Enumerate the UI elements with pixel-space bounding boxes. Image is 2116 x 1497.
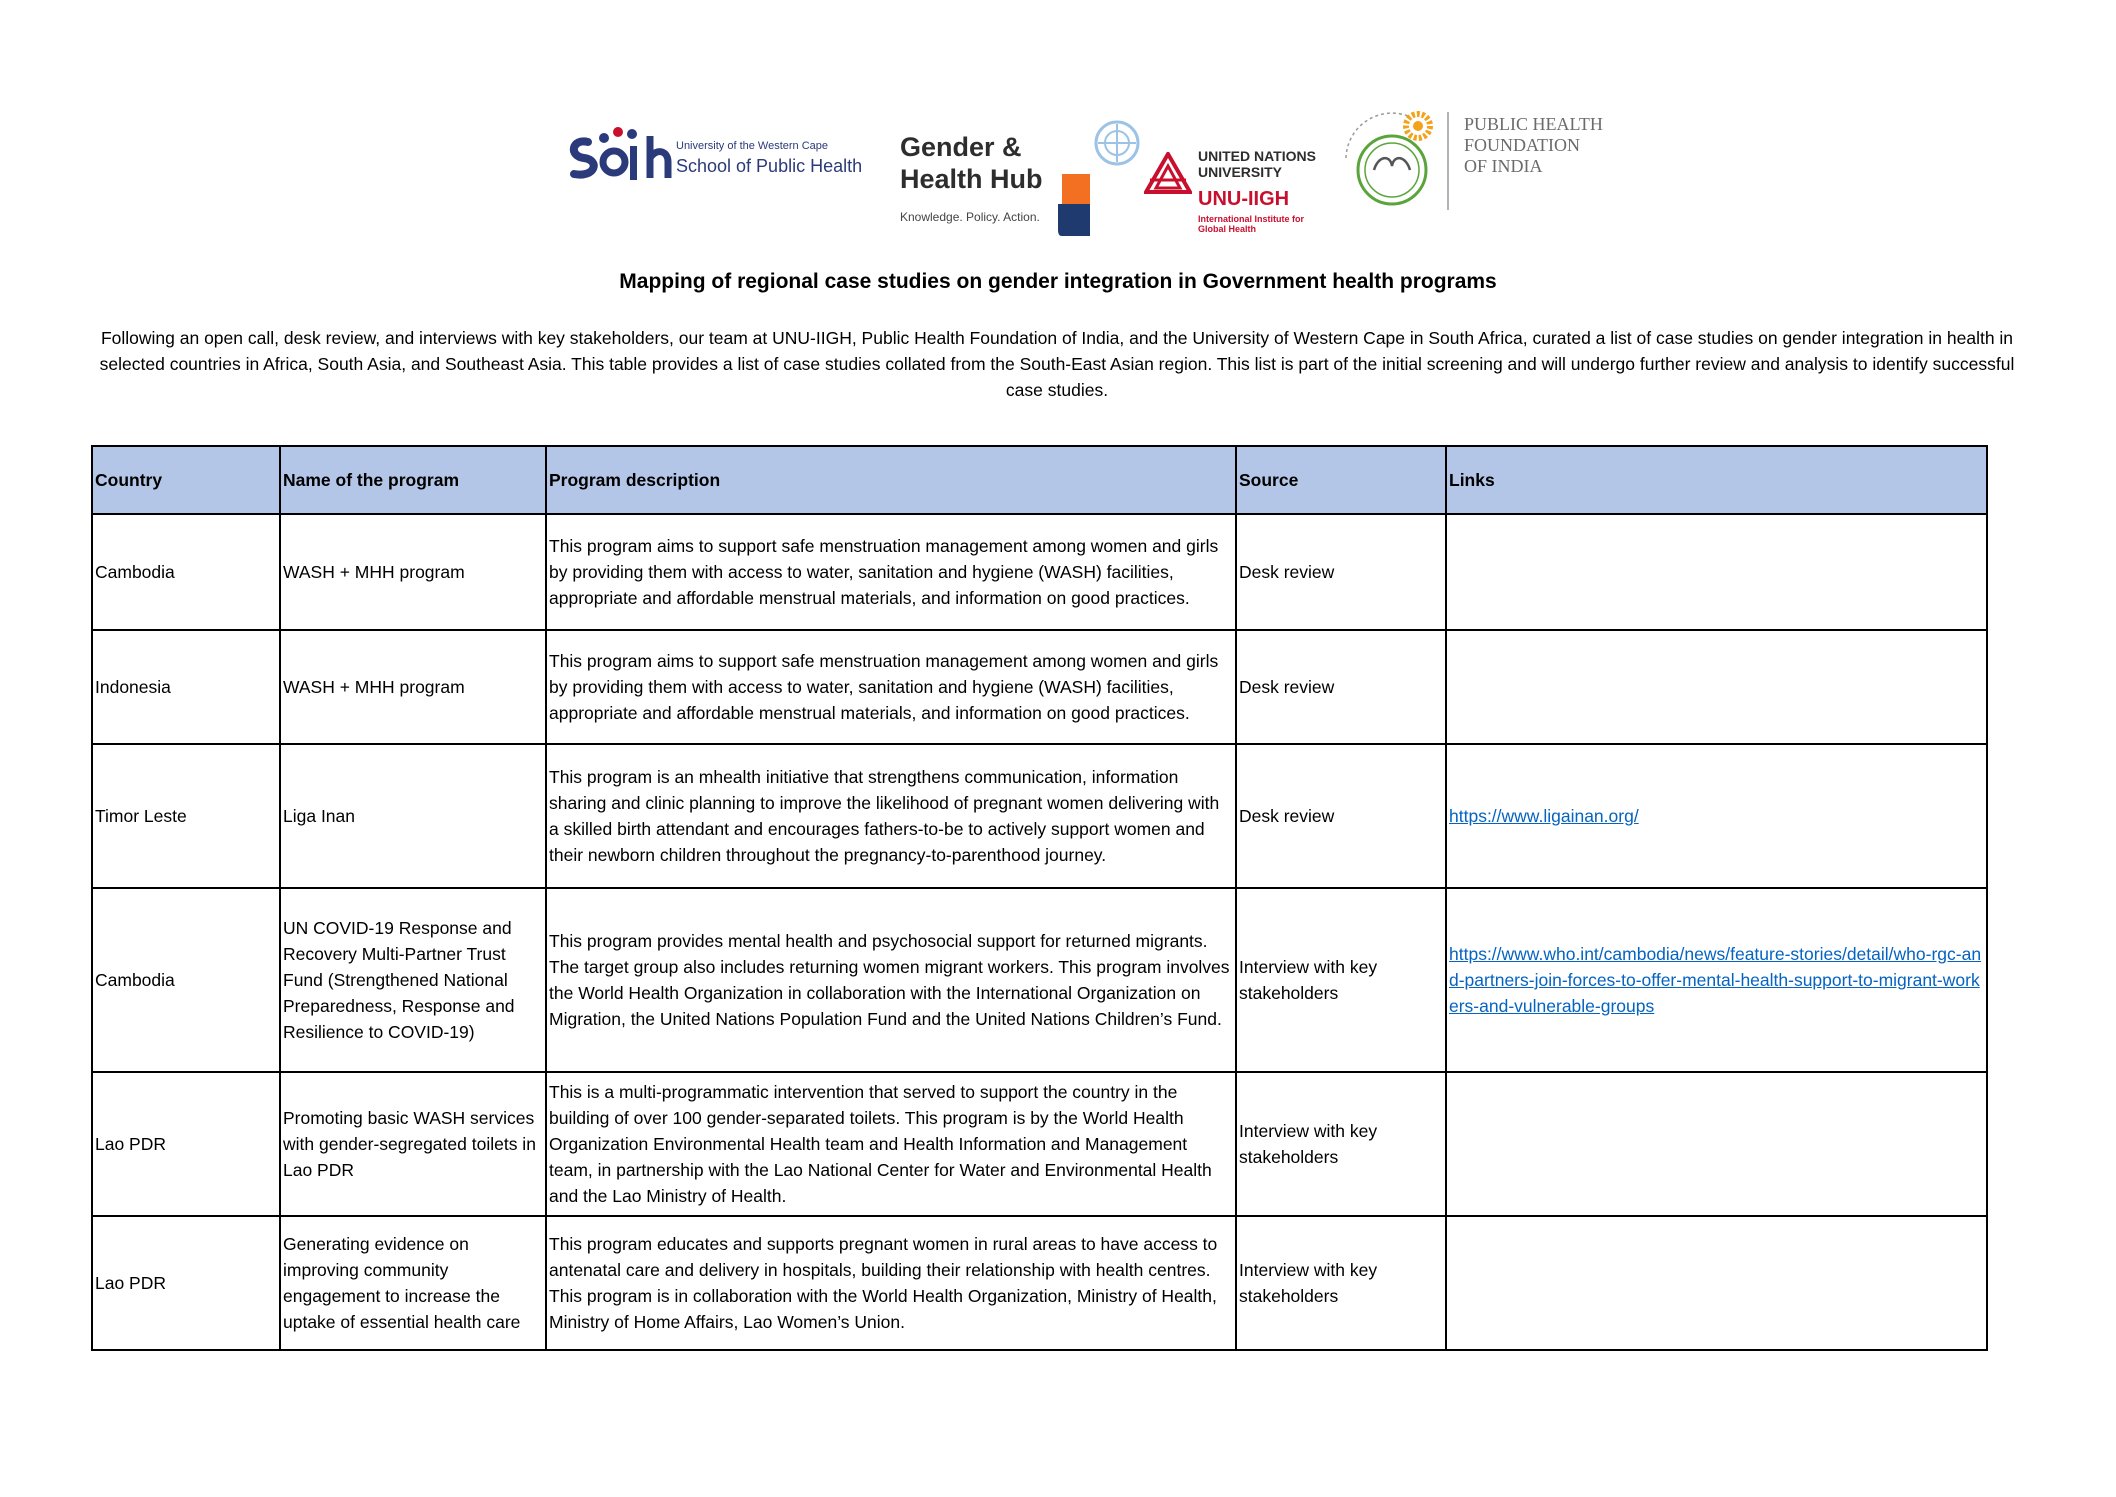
cell-source: Interview with key stakeholders bbox=[1236, 1072, 1446, 1216]
cell-country: Timor Leste bbox=[92, 744, 280, 888]
cell-source: Interview with key stakeholders bbox=[1236, 888, 1446, 1072]
cell-program: UN COVID-19 Response and Recovery Multi-Partner Trust Fund (Strengthened National Preparedness, Response and Resilience to COVID-19) bbox=[280, 888, 546, 1072]
page-title: Mapping of regional case studies on gender integration in Government health programs bbox=[619, 270, 1497, 293]
cell-program: Generating evidence on improving community engagement to increase the uptake of essential health care bbox=[280, 1216, 546, 1350]
cell-source: Interview with key stakeholders bbox=[1236, 1216, 1446, 1350]
unu-triangle-icon bbox=[1144, 152, 1192, 196]
who-cambodia-link[interactable]: https://www.who.int/cambodia/news/feature-stories/detail/who-rgc-and-partners-join-forces-to-offer-mental-health-support-to-migrant-workers-and-vulnerable-groups bbox=[1449, 944, 1982, 1016]
unu-name: UNITED NATIONS UNIVERSITY bbox=[1198, 148, 1316, 180]
table-header-row bbox=[92, 446, 1987, 514]
cell-link bbox=[1446, 630, 1987, 744]
cell-description: This program provides mental health and psychosocial support for returned migrants. The target group also includes returning women migrant workers. This program involves the World Health Organization in collaboration with the International Organization on Migration, the United Nations Population Fund and the United Nations Children’s Fund. bbox=[546, 888, 1236, 1072]
cell-description: This program aims to support safe menstruation management among women and girls by providing them with access to water, sanitation and hygiene (WASH) facilities, appropriate and affordable menstrual materials, and information on good practices. bbox=[546, 630, 1236, 744]
soph-big-text: School of Public Health bbox=[676, 156, 863, 176]
cell-country: Lao PDR bbox=[92, 1216, 280, 1350]
cell-source: Desk review bbox=[1236, 514, 1446, 630]
intro-paragraph: Following an open call, desk review, and interviews with key stakeholders, our team at UNU-IIGH, Public Health Foundation of India, and the University of Western Cape in South Africa, curated a list of case studies on gender integration in health in selected countries in Africa, South Asia, and Southeast Asia. This table provides a list of case studies collated from the South-East Asian region. This list is part of the initial screening and will undergo further review and analysis to identify successful case studies. bbox=[99, 328, 2015, 400]
cell-description: This program is an mhealth initiative that strengthens communication, information sharing and clinic planning to improve the likelihood of pregnant women delivering with a skilled birth attendant and encourages fathers-to-be to actively support women and their newborn children throughout the pregnancy-to-parenthood journey. bbox=[546, 744, 1236, 888]
phfi-emblem-icon bbox=[1338, 106, 1450, 216]
soph-mark-icon bbox=[566, 122, 674, 188]
gender-hub-line1: Gender & bbox=[900, 132, 1022, 162]
cell-link bbox=[1446, 1072, 1987, 1216]
gender-health-hub-logo bbox=[900, 130, 1100, 235]
cell-description: This is a multi-programmatic intervention that served to support the country in the building of over 100 gender-separated toilets. This program is by the World Health Organization Environmental Health team and Health Information and Management team, in partnership with the Lao National Center for Water and Environmental Health and the Lao Ministry of Health. bbox=[546, 1072, 1236, 1216]
soph-small-text: University of the Western Cape bbox=[676, 140, 829, 152]
cell-country: Cambodia bbox=[92, 514, 280, 630]
table-row bbox=[92, 1216, 1987, 1350]
un-emblem-icon bbox=[1092, 118, 1142, 168]
unu-subtitle: International Institute for Global Health bbox=[1198, 214, 1305, 234]
cell-description: This program educates and supports pregnant women in rural areas to have access to antenatal care and delivery in hospitals, building their relationship with health centres. This program is in collaboration with the World Health Organization, Ministry of Health, Ministry of Home Affairs, Lao Women’s Union. bbox=[546, 1216, 1236, 1350]
header-links: Links bbox=[1446, 446, 1987, 514]
table-row bbox=[92, 744, 1987, 888]
gender-hub-tagline: Knowledge. Policy. Action. bbox=[900, 210, 1040, 224]
table-row bbox=[92, 514, 1987, 630]
unu-acronym: UNU-IIGH bbox=[1198, 188, 1290, 210]
ligainan-link[interactable]: https://www.ligainan.org/ bbox=[1449, 806, 1639, 826]
cell-country: Indonesia bbox=[92, 630, 280, 744]
table-row bbox=[92, 1072, 1987, 1216]
cell-program: Liga Inan bbox=[280, 744, 546, 888]
cell-source: Desk review bbox=[1236, 744, 1446, 888]
header-country: Country bbox=[92, 446, 280, 514]
case-studies-table bbox=[91, 445, 1988, 1351]
cell-program: Promoting basic WASH services with gender-segregated toilets in Lao PDR bbox=[280, 1072, 546, 1216]
soph-logo bbox=[566, 122, 866, 192]
cell-country: Cambodia bbox=[92, 888, 280, 1072]
table-row bbox=[92, 888, 1987, 1072]
cell-description: This program aims to support safe menstruation management among women and girls by providing them with access to water, sanitation and hygiene (WASH) facilities, appropriate and affordable menstrual materials, and information on good practices. bbox=[546, 514, 1236, 630]
unu-iigh-logo bbox=[1092, 118, 1332, 238]
cell-link bbox=[1446, 744, 1987, 888]
header-source: Source bbox=[1236, 446, 1446, 514]
cell-country: Lao PDR bbox=[92, 1072, 280, 1216]
gender-hub-mark-icon bbox=[1058, 174, 1090, 236]
cell-program: WASH + MHH program bbox=[280, 514, 546, 630]
cell-link bbox=[1446, 888, 1987, 1072]
header-program-name: Name of the program bbox=[280, 446, 546, 514]
cell-program: WASH + MHH program bbox=[280, 630, 546, 744]
phfi-name: PUBLIC HEALTH FOUNDATION OF INDIA bbox=[1464, 114, 1603, 176]
gender-hub-line2: Health Hub bbox=[900, 164, 1043, 194]
header-program-description: Program description bbox=[546, 446, 1236, 514]
cell-link bbox=[1446, 1216, 1987, 1350]
table-row bbox=[92, 630, 1987, 744]
cell-link bbox=[1446, 514, 1987, 630]
phfi-logo bbox=[1338, 106, 1603, 216]
cell-source: Desk review bbox=[1236, 630, 1446, 744]
